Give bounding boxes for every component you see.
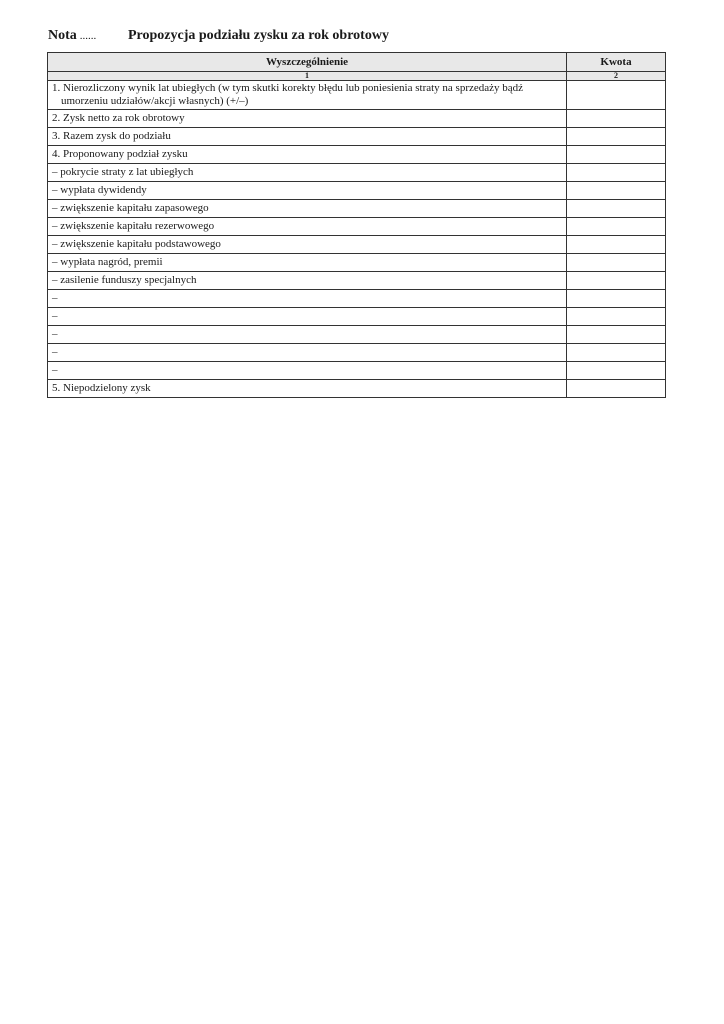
row-label: – zwiększenie kapitału rezerwowego	[48, 218, 567, 236]
amount-cell[interactable]	[567, 290, 666, 308]
amount-cell[interactable]	[567, 308, 666, 326]
amount-cell[interactable]	[567, 182, 666, 200]
amount-cell[interactable]	[567, 81, 666, 110]
row-label[interactable]: –	[48, 344, 567, 362]
table-row-blank-item	[48, 290, 666, 308]
table-row-dividend	[48, 182, 666, 200]
row-label: – pokrycie straty z lat ubiegłych	[48, 164, 567, 182]
row-label: 3. Razem zysk do podziału	[48, 128, 567, 146]
row-label: – zwiększenie kapitału podstawowego	[48, 236, 567, 254]
amount-cell[interactable]	[567, 272, 666, 290]
table-row-net-profit	[48, 110, 666, 128]
column-header-amount: Kwota	[567, 53, 666, 72]
table-row-supplementary-capital	[48, 200, 666, 218]
note-label: Nota ......	[48, 28, 97, 43]
table-row-blank-item	[48, 308, 666, 326]
amount-cell[interactable]	[567, 236, 666, 254]
table-row-loss-coverage	[48, 164, 666, 182]
column-number-row	[48, 72, 666, 81]
row-label: – wypłata nagród, premii	[48, 254, 567, 272]
row-label: 1. Nierozliczony wynik lat ubiegłych (w tym skutki korekty błędu lub poniesienia straty na sprzedaży bądź umorzeniu udziałów/akcji własnych) (+/–)	[48, 81, 567, 110]
table-row-proposed-distribution	[48, 146, 666, 164]
profit-distribution-table	[47, 52, 666, 398]
note-header	[48, 28, 668, 48]
amount-cell[interactable]	[567, 164, 666, 182]
table-row-blank-item	[48, 362, 666, 380]
table-row-undistributed-profit	[48, 380, 666, 398]
amount-cell[interactable]	[567, 344, 666, 362]
row-label[interactable]: –	[48, 308, 567, 326]
amount-cell[interactable]	[567, 128, 666, 146]
row-label[interactable]: –	[48, 362, 567, 380]
table-header-row	[48, 53, 666, 72]
table-row-previous-years-result	[48, 81, 666, 110]
table-row-blank-item	[48, 344, 666, 362]
row-label: – wypłata dywidendy	[48, 182, 567, 200]
amount-cell[interactable]	[567, 146, 666, 164]
table-row-blank-item	[48, 326, 666, 344]
amount-cell[interactable]	[567, 200, 666, 218]
amount-cell[interactable]	[567, 362, 666, 380]
table-row-reserve-capital	[48, 218, 666, 236]
table-row-total-profit	[48, 128, 666, 146]
amount-cell[interactable]	[567, 380, 666, 398]
note-number-placeholder[interactable]: ......	[79, 30, 97, 42]
page-title: Propozycja podziału zysku za rok obrotowy	[128, 28, 389, 43]
row-label: 2. Zysk netto za rok obrotowy	[48, 110, 567, 128]
table-row-special-funds	[48, 272, 666, 290]
amount-cell[interactable]	[567, 110, 666, 128]
amount-cell[interactable]	[567, 254, 666, 272]
row-label: 5. Niepodzielony zysk	[48, 380, 567, 398]
row-label: – zwiększenie kapitału zapasowego	[48, 200, 567, 218]
row-label: 4. Proponowany podział zysku	[48, 146, 567, 164]
column-header-description: Wyszczególnienie	[48, 53, 567, 72]
table-row-bonuses	[48, 254, 666, 272]
row-label[interactable]: –	[48, 326, 567, 344]
amount-cell[interactable]	[567, 218, 666, 236]
column-number-1: 1	[48, 72, 567, 81]
amount-cell[interactable]	[567, 326, 666, 344]
table-row-share-capital	[48, 236, 666, 254]
column-number-2: 2	[567, 72, 666, 81]
row-label: – zasilenie funduszy specjalnych	[48, 272, 567, 290]
row-label[interactable]: –	[48, 290, 567, 308]
